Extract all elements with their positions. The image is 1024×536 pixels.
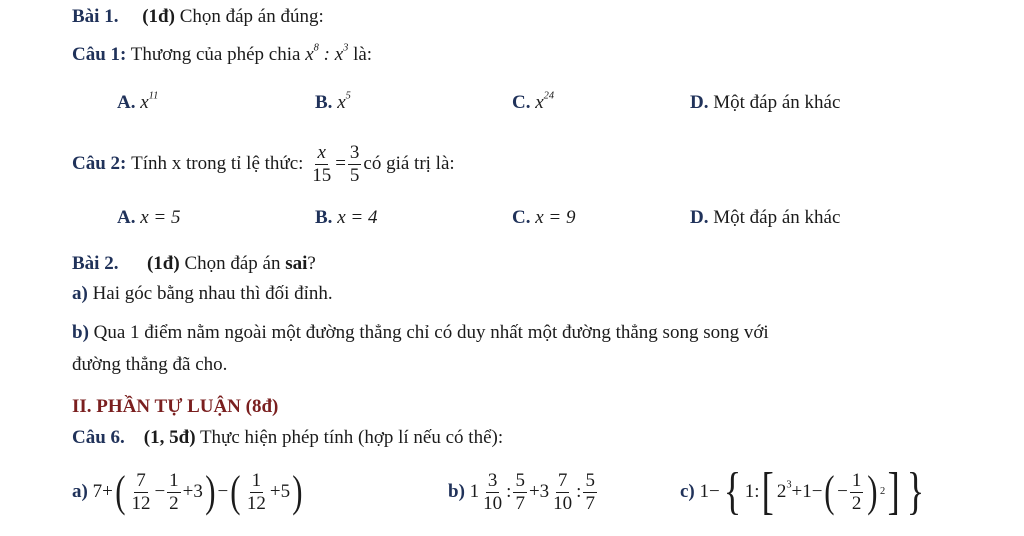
bai1-points: (1đ) xyxy=(142,6,175,27)
expression-c: c) 1− { 1: [ $2^3$ +1− ( − $\frac{1}{2}$ ) 2 ] } xyxy=(680,463,924,520)
bai2-statement-a: a) Hai góc bằng nhau thì đối đỉnh. xyxy=(72,283,333,304)
cau1-label: Câu 1: xyxy=(72,44,127,65)
expression-b: b) 1 $\frac{3}{10}$ : $\frac{5}{7}$ +3 $\frac{7}{10}$ : $\frac{5}{7}$ xyxy=(448,469,595,514)
fraction-x-15: $\frac{x}{15}$ xyxy=(312,141,332,186)
section-title: II. PHẦN TỰ LUẬN (8đ) xyxy=(72,396,279,417)
cau1-text: Thương của phép chia xyxy=(130,44,301,65)
expression-a: a) 7+ ( $\frac{7}{12}$ − $\frac{1}{2}$ +3 ) − ( $\frac{1}{12}$ +5 ) xyxy=(72,467,303,516)
bai2-text: Chọn đáp án xyxy=(184,253,281,274)
cau2-option-b: B. x = 4 xyxy=(315,207,378,228)
expression-a-label: a) xyxy=(72,481,88,502)
cau2-option-c: C. x = 9 xyxy=(512,207,576,228)
cau1-option-d: D. Một đáp án khác xyxy=(690,92,841,113)
expression-b-label: b) xyxy=(448,481,465,502)
equals-sign: = xyxy=(335,153,346,174)
fraction-3-5: $\frac{3}{5}$ xyxy=(349,141,360,186)
bai1-heading xyxy=(72,6,324,28)
cau1-math: $x^8$ : $x^3$ xyxy=(305,42,349,65)
expression-c-label: c) xyxy=(680,481,695,502)
bai2-points: (1đ) xyxy=(146,253,180,274)
cau2-label: Câu 2: xyxy=(72,153,127,174)
cau1-option-c: C. $x^{24}$ xyxy=(512,90,555,113)
cau6-text: Thực hiện phép tính (hợp lí nếu có thể): xyxy=(199,427,504,448)
cau6-heading xyxy=(72,427,503,449)
cau2-question xyxy=(72,140,455,188)
bai2-emphasis: sai xyxy=(285,253,308,274)
bai2-heading: Bài 2. (1đ) Chọn đáp án sai? xyxy=(72,253,316,274)
bai1-label: Bài 1. xyxy=(72,6,119,27)
cau1-question xyxy=(72,44,372,66)
cau6-label: Câu 6. xyxy=(72,427,125,448)
cau2-text: Tính x trong tỉ lệ thức: xyxy=(131,153,304,174)
cau2-option-a: A. x = 5 xyxy=(117,207,181,228)
bai1-text: Chọn đáp án đúng: xyxy=(179,6,324,27)
bai2-label: Bài 2. xyxy=(72,253,119,274)
cau1-option-b: B. $x^5$ xyxy=(315,90,351,113)
cau2-suffix: có giá trị là: xyxy=(363,153,455,174)
bai2-statement-b-line1: b) Qua 1 điểm nằm ngoài một đường thẳng chỉ có duy nhất một đường thẳng song song với xyxy=(72,322,769,343)
cau2-option-d: D. Một đáp án khác xyxy=(690,207,841,228)
cau6-points: (1, 5đ) xyxy=(143,427,196,448)
cau1-suffix: là: xyxy=(353,44,373,65)
cau1-option-a: A. $x^{11}$ xyxy=(117,90,159,113)
bai2-statement-b-line2: đường thẳng đã cho. xyxy=(72,354,228,375)
